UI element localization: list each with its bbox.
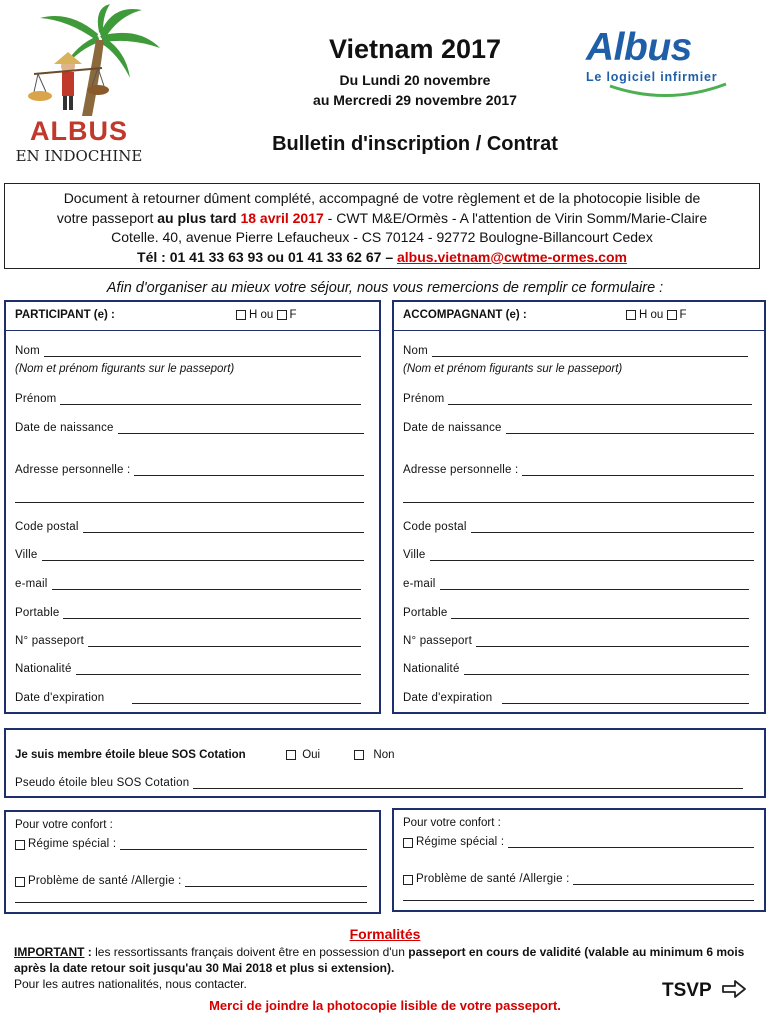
- field-label: Régime spécial :: [416, 836, 505, 848]
- field-line[interactable]: [471, 522, 754, 533]
- field-line[interactable]: [508, 837, 754, 848]
- instructions-line-3: Cotelle. 40, avenue Pierre Lefaucheux - CS 70124 - 92772 Boulogne-Billancourt Cedex: [111, 229, 653, 245]
- participant-adresse-line-2[interactable]: [15, 502, 364, 503]
- logo-indochine-text: EN INDOCHINE: [15, 147, 143, 165]
- accompagnant-gender: [626, 309, 687, 321]
- participant-passeport-field[interactable]: [15, 635, 361, 647]
- field-line[interactable]: [573, 874, 754, 885]
- field-line[interactable]: [83, 522, 364, 533]
- instructions-text: votre passeport: [56, 209, 158, 226]
- field-line[interactable]: [76, 664, 361, 675]
- instructions-line-2: [5, 209, 759, 229]
- field-line[interactable]: [502, 693, 749, 704]
- tsvp-text: TSVP: [662, 980, 712, 1001]
- field-label: Date de naissance: [15, 422, 114, 434]
- sante-line-2[interactable]: [15, 902, 367, 903]
- confort-title: Pour votre confort :: [403, 817, 501, 829]
- passport-copy-notice: Merci de joindre la photocopie lisible de votre passeport.: [209, 998, 561, 1013]
- accompagnant-nom-note: (Nom et prénom figurants sur le passeport): [403, 363, 623, 375]
- instructions-box: [4, 183, 760, 269]
- sos-oui-label: Oui: [302, 749, 321, 761]
- accompagnant-naissance-field[interactable]: [403, 422, 754, 434]
- field-label: N° passeport: [403, 635, 473, 647]
- field-label: Date de naissance: [403, 422, 502, 434]
- important-label: IMPORTANT: [14, 945, 85, 959]
- accompagnant-panel: [392, 300, 766, 714]
- field-label: Ville: [15, 549, 38, 561]
- field-label: Nationalité: [15, 663, 72, 675]
- field-label: Nom: [403, 345, 428, 357]
- participant-email-field[interactable]: [15, 578, 361, 590]
- panel-divider: [394, 330, 764, 331]
- sos-question: Je suis membre étoile bleue SOS Cotation: [15, 749, 246, 761]
- participant-expiration-field[interactable]: [15, 692, 361, 704]
- field-label: e-mail: [15, 578, 48, 590]
- regime-checkbox[interactable]: [403, 838, 413, 848]
- gender-f-checkbox[interactable]: [277, 310, 287, 320]
- panel-divider: [6, 330, 379, 331]
- field-line[interactable]: [60, 394, 361, 405]
- field-label: Adresse personnelle :: [403, 464, 519, 476]
- accompagnant-email-field[interactable]: [403, 578, 749, 590]
- important-text: les ressortissants français doivent être en possession d'un: [95, 945, 409, 959]
- regime-field[interactable]: [403, 836, 754, 848]
- field-line[interactable]: [88, 636, 361, 647]
- gender-ou-label: ou: [650, 309, 664, 321]
- accompagnant-portable-field[interactable]: [403, 607, 749, 619]
- participant-nom-note: (Nom et prénom figurants sur le passeport): [15, 363, 235, 375]
- contact-email-link[interactable]: albus.vietnam@cwtme-ormes.com: [397, 248, 627, 265]
- accompagnant-code-postal-field[interactable]: [403, 521, 754, 533]
- phone-numbers: Tél : 01 41 33 63 93 ou 01 41 33 62 67 –: [137, 248, 397, 265]
- sos-non-option[interactable]: [354, 749, 395, 761]
- participant-naissance-field[interactable]: [15, 422, 364, 434]
- participant-panel: [4, 300, 381, 714]
- field-line[interactable]: [451, 608, 749, 619]
- sos-pseudo-field[interactable]: [15, 777, 743, 789]
- field-label: Code postal: [15, 521, 79, 533]
- sos-oui-checkbox[interactable]: [286, 750, 296, 760]
- sos-cotation-panel: [4, 728, 766, 798]
- field-line[interactable]: [118, 423, 364, 434]
- participant-prenom-field[interactable]: [15, 393, 361, 405]
- field-line[interactable]: [522, 465, 754, 476]
- important-notice: [14, 944, 764, 992]
- sos-non-label: Non: [373, 749, 395, 761]
- confort-title: Pour votre confort :: [15, 819, 113, 831]
- gender-h-label: H: [249, 309, 258, 321]
- accompagnant-adresse-line-2[interactable]: [403, 502, 754, 503]
- field-label: Pseudo étoile bleu SOS Cotation: [15, 777, 190, 789]
- field-label: Code postal: [403, 521, 467, 533]
- participant-ville-field[interactable]: [15, 549, 364, 561]
- regime-checkbox[interactable]: [15, 840, 25, 850]
- participant-nationalite-field[interactable]: [15, 663, 361, 675]
- sos-non-checkbox[interactable]: [354, 750, 364, 760]
- important-colon: :: [84, 945, 96, 959]
- regime-field[interactable]: [15, 838, 367, 850]
- field-line[interactable]: [464, 664, 749, 675]
- field-label: N° passeport: [15, 635, 85, 647]
- field-label: Problème de santé /Allergie :: [28, 875, 182, 887]
- gender-f-label: F: [679, 309, 687, 321]
- important-bold-text: passeport en cours de validité (valable au minimum 6 mois après la date retour soit jusqu'au 30 Mai 2018 et plus si extension).: [14, 945, 745, 975]
- field-label: Date d'expiration: [403, 692, 493, 704]
- arrow-right-icon: [721, 980, 747, 998]
- field-line[interactable]: [440, 579, 749, 590]
- field-label: e-mail: [403, 578, 436, 590]
- field-line[interactable]: [120, 839, 367, 850]
- autres-nationalites: Pour les autres nationalités, nous contacter.: [14, 977, 247, 991]
- field-label: Ville: [403, 549, 426, 561]
- field-label: Portable: [15, 607, 60, 619]
- field-label: Régime spécial :: [28, 838, 117, 850]
- participant-adresse-field[interactable]: [15, 464, 364, 476]
- field-line[interactable]: [193, 778, 743, 789]
- confort-left-panel: [4, 810, 381, 914]
- page-title: Vietnam 2017: [328, 34, 502, 64]
- field-label: Adresse personnelle :: [15, 464, 131, 476]
- albus-indochine-logo: [10, 4, 170, 174]
- albus-software-logo: [580, 26, 760, 104]
- sante-checkbox[interactable]: [403, 875, 413, 885]
- date-end: au Mercredi 29 novembre 2017: [313, 92, 517, 108]
- gender-h-checkbox[interactable]: [626, 310, 636, 320]
- field-line[interactable]: [52, 579, 361, 590]
- field-line[interactable]: [432, 346, 748, 357]
- field-label: Nationalité: [403, 663, 460, 675]
- intro-note: Afin d'organiser au mieux votre séjour, nous vous remercions de remplir ce formulaire :: [106, 280, 664, 296]
- sos-oui-option[interactable]: [286, 749, 320, 761]
- accompagnant-ville-field[interactable]: [403, 549, 754, 561]
- gender-f-checkbox[interactable]: [667, 310, 677, 320]
- field-line[interactable]: [476, 636, 749, 647]
- field-line[interactable]: [506, 423, 754, 434]
- instructions-line-4: [5, 248, 759, 268]
- field-label: Nom: [15, 345, 40, 357]
- participant-gender: [236, 309, 297, 321]
- deadline-date: 18 avril 2017: [240, 209, 324, 226]
- logo-brand-text: Albus: [586, 26, 692, 69]
- field-line[interactable]: [63, 608, 361, 619]
- trip-dates: [270, 70, 560, 110]
- accompagnant-prenom-field[interactable]: [403, 393, 752, 405]
- accompagnant-passeport-field[interactable]: [403, 635, 749, 647]
- field-line[interactable]: [134, 465, 364, 476]
- confort-right-panel: [392, 808, 766, 912]
- gender-h-checkbox[interactable]: [236, 310, 246, 320]
- field-line[interactable]: [42, 550, 364, 561]
- deadline-label: au plus tard: [157, 209, 241, 226]
- participant-code-postal-field[interactable]: [15, 521, 364, 533]
- accompagnant-nom-field[interactable]: [403, 345, 748, 357]
- instructions-line-1: Document à retourner dûment complété, accompagné de votre règlement et de la photocopie lisible de: [63, 190, 701, 206]
- field-label: Portable: [403, 607, 448, 619]
- accompagnant-header: ACCOMPAGNANT (e) :: [403, 309, 527, 321]
- accompagnant-adresse-field[interactable]: [403, 464, 754, 476]
- field-label: Prénom: [15, 393, 57, 405]
- participant-nom-field[interactable]: [15, 345, 361, 357]
- participant-header: PARTICIPANT (e) :: [15, 309, 115, 321]
- logo-tagline-text: Le logiciel infirmier: [586, 70, 718, 84]
- field-label: Date d'expiration: [15, 692, 105, 704]
- field-line[interactable]: [430, 550, 754, 561]
- field-line[interactable]: [185, 876, 367, 887]
- field-line[interactable]: [132, 693, 361, 704]
- logo-albus-text: ALBUS: [30, 116, 128, 146]
- gender-f-label: F: [289, 309, 297, 321]
- accompagnant-nationalite-field[interactable]: [403, 663, 749, 675]
- sante-checkbox[interactable]: [15, 877, 25, 887]
- form-subtitle: Bulletin d'inscription / Contrat: [272, 133, 558, 155]
- gender-ou-label: ou: [260, 309, 274, 321]
- accompagnant-expiration-field[interactable]: [403, 692, 749, 704]
- field-label: Prénom: [403, 393, 445, 405]
- sante-field[interactable]: [403, 873, 754, 885]
- instructions-text: - CWT M&E/Ormès - A l'attention de Virin Somm/Marie-Claire: [323, 209, 708, 226]
- sante-line-2[interactable]: [403, 900, 754, 901]
- date-start: Du Lundi 20 novembre: [339, 72, 491, 88]
- field-line[interactable]: [448, 394, 752, 405]
- gender-h-label: H: [639, 309, 648, 321]
- participant-portable-field[interactable]: [15, 607, 361, 619]
- logo-swoosh-icon: [608, 82, 728, 102]
- field-label: Problème de santé /Allergie :: [416, 873, 570, 885]
- field-line[interactable]: [44, 346, 361, 357]
- formalites-heading: Formalités: [349, 926, 421, 942]
- sante-field[interactable]: [15, 875, 367, 887]
- palm-tree-vendor-illustration: [10, 4, 170, 122]
